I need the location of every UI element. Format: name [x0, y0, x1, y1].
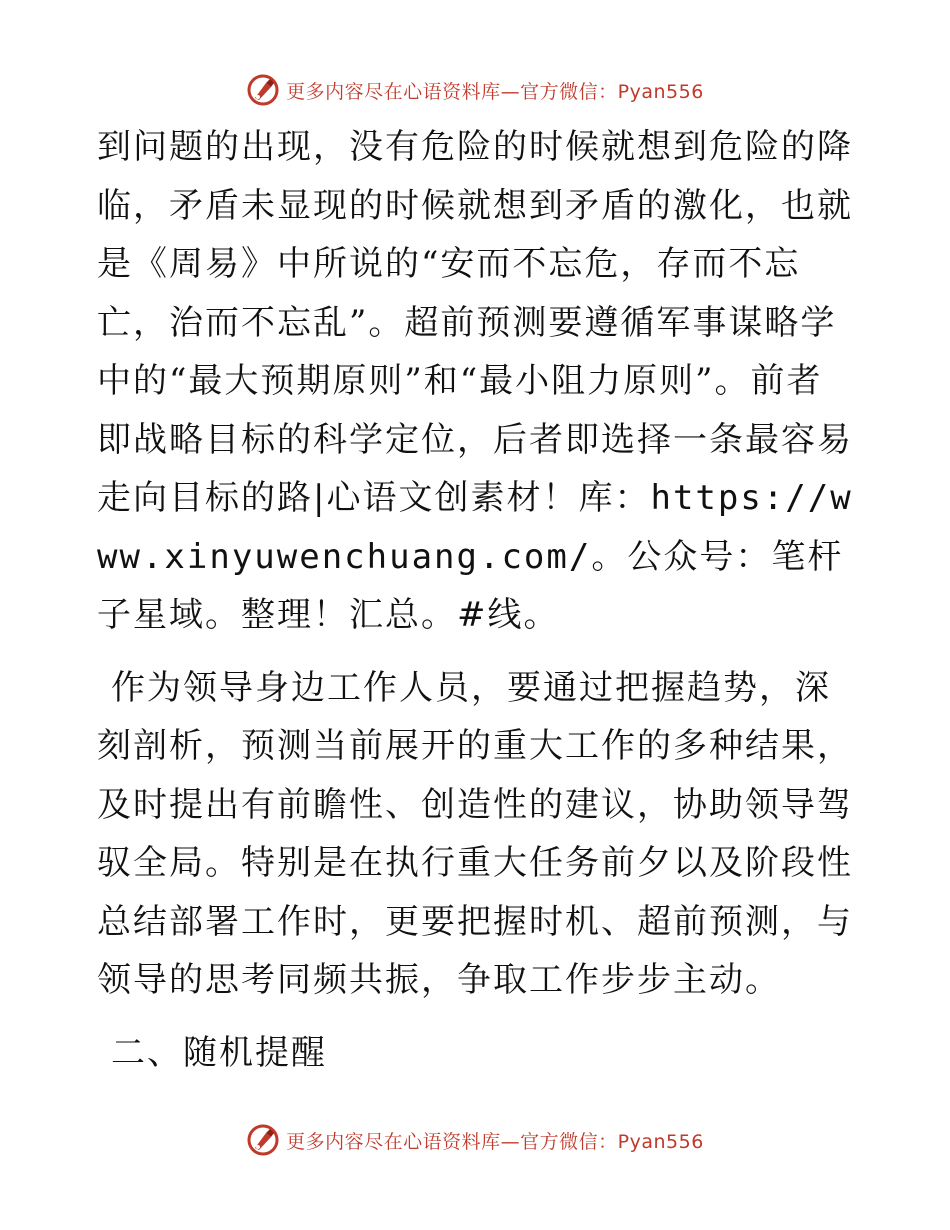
watermark-text: 更多内容尽在心语资料库—官方微信：Pyan556	[286, 1130, 704, 1153]
paragraph-2: 作为领导身边工作人员，要通过把握趋势，深刻剖析，预测当前展开的重大工作的多种结果，及时提出有前瞻性、创造性的建议，协助领导驾驭全局。特别是在执行重大任务前夕以及阶段性总结部署工作时，更要把握时机、超前预测，与领导的思考同频共振，争取工作步步主动。	[97, 667, 853, 1000]
section-heading: 二、随机提醒	[111, 1032, 327, 1073]
pen-nib-logo-icon	[246, 1123, 280, 1157]
header-watermark	[0, 72, 950, 108]
footer-watermark	[0, 1122, 950, 1158]
paragraph-1-text: 到问题的出现，没有危险的时候就想到危险的降临，矛盾未显现的时候就想到矛盾的激化，也就是《周易》中所说的“安而不忘危，存而不忘亡，治而不忘乱”。超前预测要遵循军事谋略学中的“最大预期原则”和“最小阻力原则”。前者即战略目标的科学定位，后者即选择一条最容易走向目标的路|心语文创素材！库：	[97, 127, 853, 518]
website-link: https://www.xinyuwenchuang.com/	[97, 478, 853, 577]
pen-nib-logo-icon	[246, 73, 280, 107]
paragraph-1	[97, 118, 857, 645]
paragraph-1-tail: 。公众号：笔杆子星域。整理！汇总。#线。	[97, 536, 844, 635]
watermark-text: 更多内容尽在心语资料库—官方微信：Pyan556	[286, 80, 704, 103]
document-body	[97, 118, 857, 1082]
